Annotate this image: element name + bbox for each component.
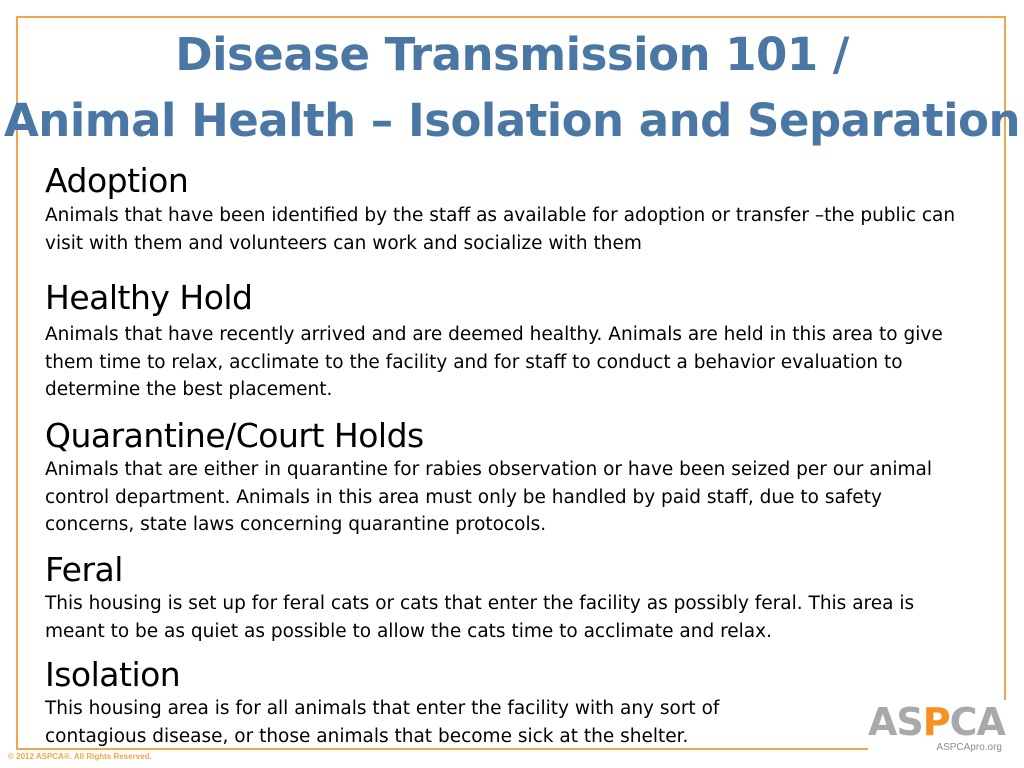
section-body: Animals that have been identified by the staff as available for adoption or transfer –the public can visit with them and volunteers can work and socialize with them [45,205,956,254]
section-feral [45,551,975,645]
aspca-logo [868,700,1008,760]
section-heading: Quarantine/Court Holds [45,416,424,455]
aspca-logo-mark [868,700,1008,744]
section-heading: Feral [45,550,123,589]
section-heading: Healthy Hold [45,278,253,317]
section-body: This housing is set up for feral cats or cats that enter the facility as possibly feral. This area is meant to be as quiet as possible to allow the cats time to acclimate and relax. [45,593,915,642]
copyright-notice: © 2012 ASPCA®. All Rights Reserved. [8,752,152,761]
title-line-2: Animal Health – Isolation and Separation [3,94,1020,147]
section-healthy-hold [45,279,975,404]
section-body: Animals that have recently arrived and are deemed healthy. Animals are held in this area to give them time to relax, acclimate to the facility and for staff to conduct a behavior evaluation to determine the best placement. [45,324,943,400]
section-body: Animals that are either in quarantine for rabies observation or have been seized per our animal control department. Animals in this area must only be handled by paid staff, due to safety concerns, state laws concerning quarantine protocols. [45,459,932,535]
title-line-1: Disease Transmission 101 / [175,28,849,81]
logo-letter-p: P [922,700,950,744]
section-isolation [45,656,975,750]
section-quarantine-court-holds [45,417,975,539]
logo-letters-ca: CA [949,700,1005,744]
section-adoption [45,162,975,257]
slide-title [0,22,1024,154]
logo-letters-as: AS [868,700,923,744]
section-heading: Adoption [45,161,189,200]
logo-site-url: ASPCApro.org [936,742,1002,753]
section-heading: Isolation [45,655,181,694]
section-body: This housing area is for all animals that enter the facility with any sort of contagious disease, or those animals that become sick at the shelter. [45,698,720,747]
